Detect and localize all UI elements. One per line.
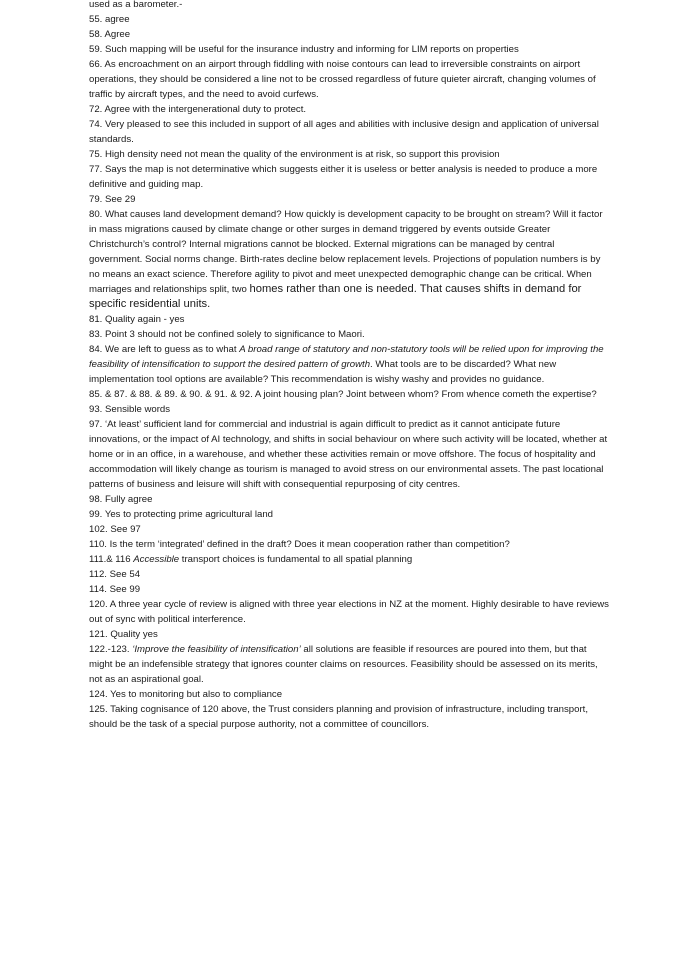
paragraph-text: 83. Point 3 should not be confined solely to significance to Maori. — [89, 329, 365, 340]
comment-paragraph — [89, 552, 609, 567]
paragraph-text: 72. Agree with the intergenerational duty to protect. — [89, 104, 307, 115]
comment-paragraph — [89, 642, 609, 687]
paragraph-text: 102. See 97 — [89, 524, 141, 535]
paragraph-text: 79. See 29 — [89, 194, 136, 205]
comment-paragraph — [89, 537, 609, 552]
paragraph-text: 120. A three year cycle of review is aligned with three year elections in NZ at the moment. Highly desirable to have reviews out of sync with political interference. — [89, 599, 609, 625]
paragraph-text: used as a barometer.- — [89, 0, 183, 10]
italic-quote: ‘Improve the feasibility of intensification’ — [132, 644, 301, 655]
paragraph-text: 110. Is the term ‘integrated’ defined in the draft? Does it mean cooperation rather than competition? — [89, 539, 510, 550]
paragraph-text: 112. See 54 — [89, 569, 141, 580]
comment-paragraph — [89, 417, 609, 492]
paragraph-text: 124. Yes to monitoring but also to compliance — [89, 689, 283, 700]
comment-paragraph — [89, 402, 609, 417]
paragraph-text: . What tools are to be discarded? What new implementation tool options are available? This recommendation is wishy washy and provides no guidance. — [89, 359, 557, 385]
comment-paragraph — [89, 162, 609, 192]
paragraph-text: 111.& 116 — [89, 554, 134, 565]
paragraph-text: 122.-123. — [89, 644, 133, 655]
paragraph-text: all solutions are feasible if resources are poured into them, but that might be an indefensible strategy that ignores counter claims on resources. Feasibility should be assessed on its merits, not as an aspirational goal. — [89, 644, 598, 685]
comment-paragraph — [89, 192, 609, 207]
paragraph-text: 99. Yes to protecting prime agricultural land — [89, 509, 273, 520]
paragraph-text: 97. ‘At least’ sufficient land for commercial and industrial is again difficult to predict as it cannot anticipate future innovations, or the impact of AI technology, and shifts in social behaviour on where such activity will be located, whether at home or in an office, in a warehouse, and whether these activities remain or move offshore. The focus of hospitality and accommodation will likely change as tourism is managed to avoid stress on our environmental assets. The past locational patterns of business and leisure will shift with consequential repurposing of city centres. — [89, 419, 608, 490]
comment-paragraph — [89, 522, 609, 537]
comment-paragraph — [89, 207, 609, 312]
paragraph-text: 81. Quality again - yes — [89, 314, 185, 325]
paragraph-text: 84. We are left to guess as to what — [89, 344, 240, 355]
paragraph-text: 93. Sensible words — [89, 404, 171, 415]
paragraph-text: 66. As encroachment on an airport through fiddling with noise contours can lead to irreversible constraints on airport operations, they should be considered a line not to be crossed regardless of future quieter aircraft, changing volumes of traffic by aircraft types, and the need to avoid curfews. — [89, 59, 596, 100]
paragraph-text: 114. See 99 — [89, 584, 141, 595]
comment-paragraph — [89, 57, 609, 102]
comment-paragraph — [89, 627, 609, 642]
comment-paragraph — [89, 312, 609, 327]
comment-paragraph — [89, 0, 609, 12]
paragraph-text: homes rather than one is needed. That causes shifts in demand for specific residential units. — [89, 283, 582, 310]
paragraph-text: 55. agree — [89, 14, 130, 25]
comment-paragraph — [89, 567, 609, 582]
italic-quote: A broad range of statutory and non-statutory tools will be relied upon for improving the feasibility of intensification to support the desired pattern of growth — [89, 344, 604, 370]
paragraph-text: 77. Says the map is not determinative which suggests either it is useless or better analysis is needed to produce a more definitive and guiding map. — [89, 164, 598, 190]
comment-paragraph — [89, 492, 609, 507]
comment-paragraph — [89, 687, 609, 702]
comment-paragraph — [89, 327, 609, 342]
italic-quote: Accessible — [133, 554, 180, 565]
comment-paragraph — [89, 702, 609, 732]
comment-paragraph — [89, 117, 609, 147]
comment-paragraph — [89, 387, 609, 402]
paragraph-text: 98. Fully agree — [89, 494, 153, 505]
comment-paragraph — [89, 582, 609, 597]
comment-paragraph — [89, 102, 609, 117]
paragraph-text: 125. Taking cognisance of 120 above, the Trust considers planning and provision of infrastructure, including transport, should be the task of a special purpose authority, not a committee of councillors. — [89, 704, 589, 730]
comment-paragraph — [89, 12, 609, 27]
paragraph-text: 121. Quality yes — [89, 629, 158, 640]
paragraph-text: 58. Agree — [89, 29, 131, 40]
paragraph-text: 74. Very pleased to see this included in support of all ages and abilities with inclusive design and application of universal standards. — [89, 119, 599, 145]
comment-paragraph — [89, 27, 609, 42]
comment-paragraph — [89, 597, 609, 627]
comment-paragraph — [89, 342, 609, 387]
paragraph-text: 59. Such mapping will be useful for the insurance industry and informing for LIM reports on properties — [89, 44, 519, 55]
paragraph-text: 75. High density need not mean the quality of the environment is at risk, so support this provision — [89, 149, 500, 160]
document-body — [89, 0, 609, 732]
comment-paragraph — [89, 507, 609, 522]
paragraph-text: 85. & 87. & 88. & 89. & 90. & 91. & 92. A joint housing plan? Joint between whom? From whence cometh the expertise? — [89, 389, 597, 400]
comment-paragraph — [89, 42, 609, 57]
paragraph-text: transport choices is fundamental to all spatial planning — [179, 554, 413, 565]
comment-paragraph — [89, 147, 609, 162]
paragraph-text: 80. What causes land development demand? How quickly is development capacity to be brought on stream? Will it factor in mass migrations caused by climate change or other surges in demand triggered by events outside Greater Christchurch’s control? Internal migrations cannot be blocked. External migrations can be managed by central government. Social norms change. Birth-rates decline below replacement levels. Projections of population numbers is by no means an exact science. Therefore agility to pivot and meet unexpected demographic change can be critical. When marriages and relationships split, two — [89, 209, 603, 295]
